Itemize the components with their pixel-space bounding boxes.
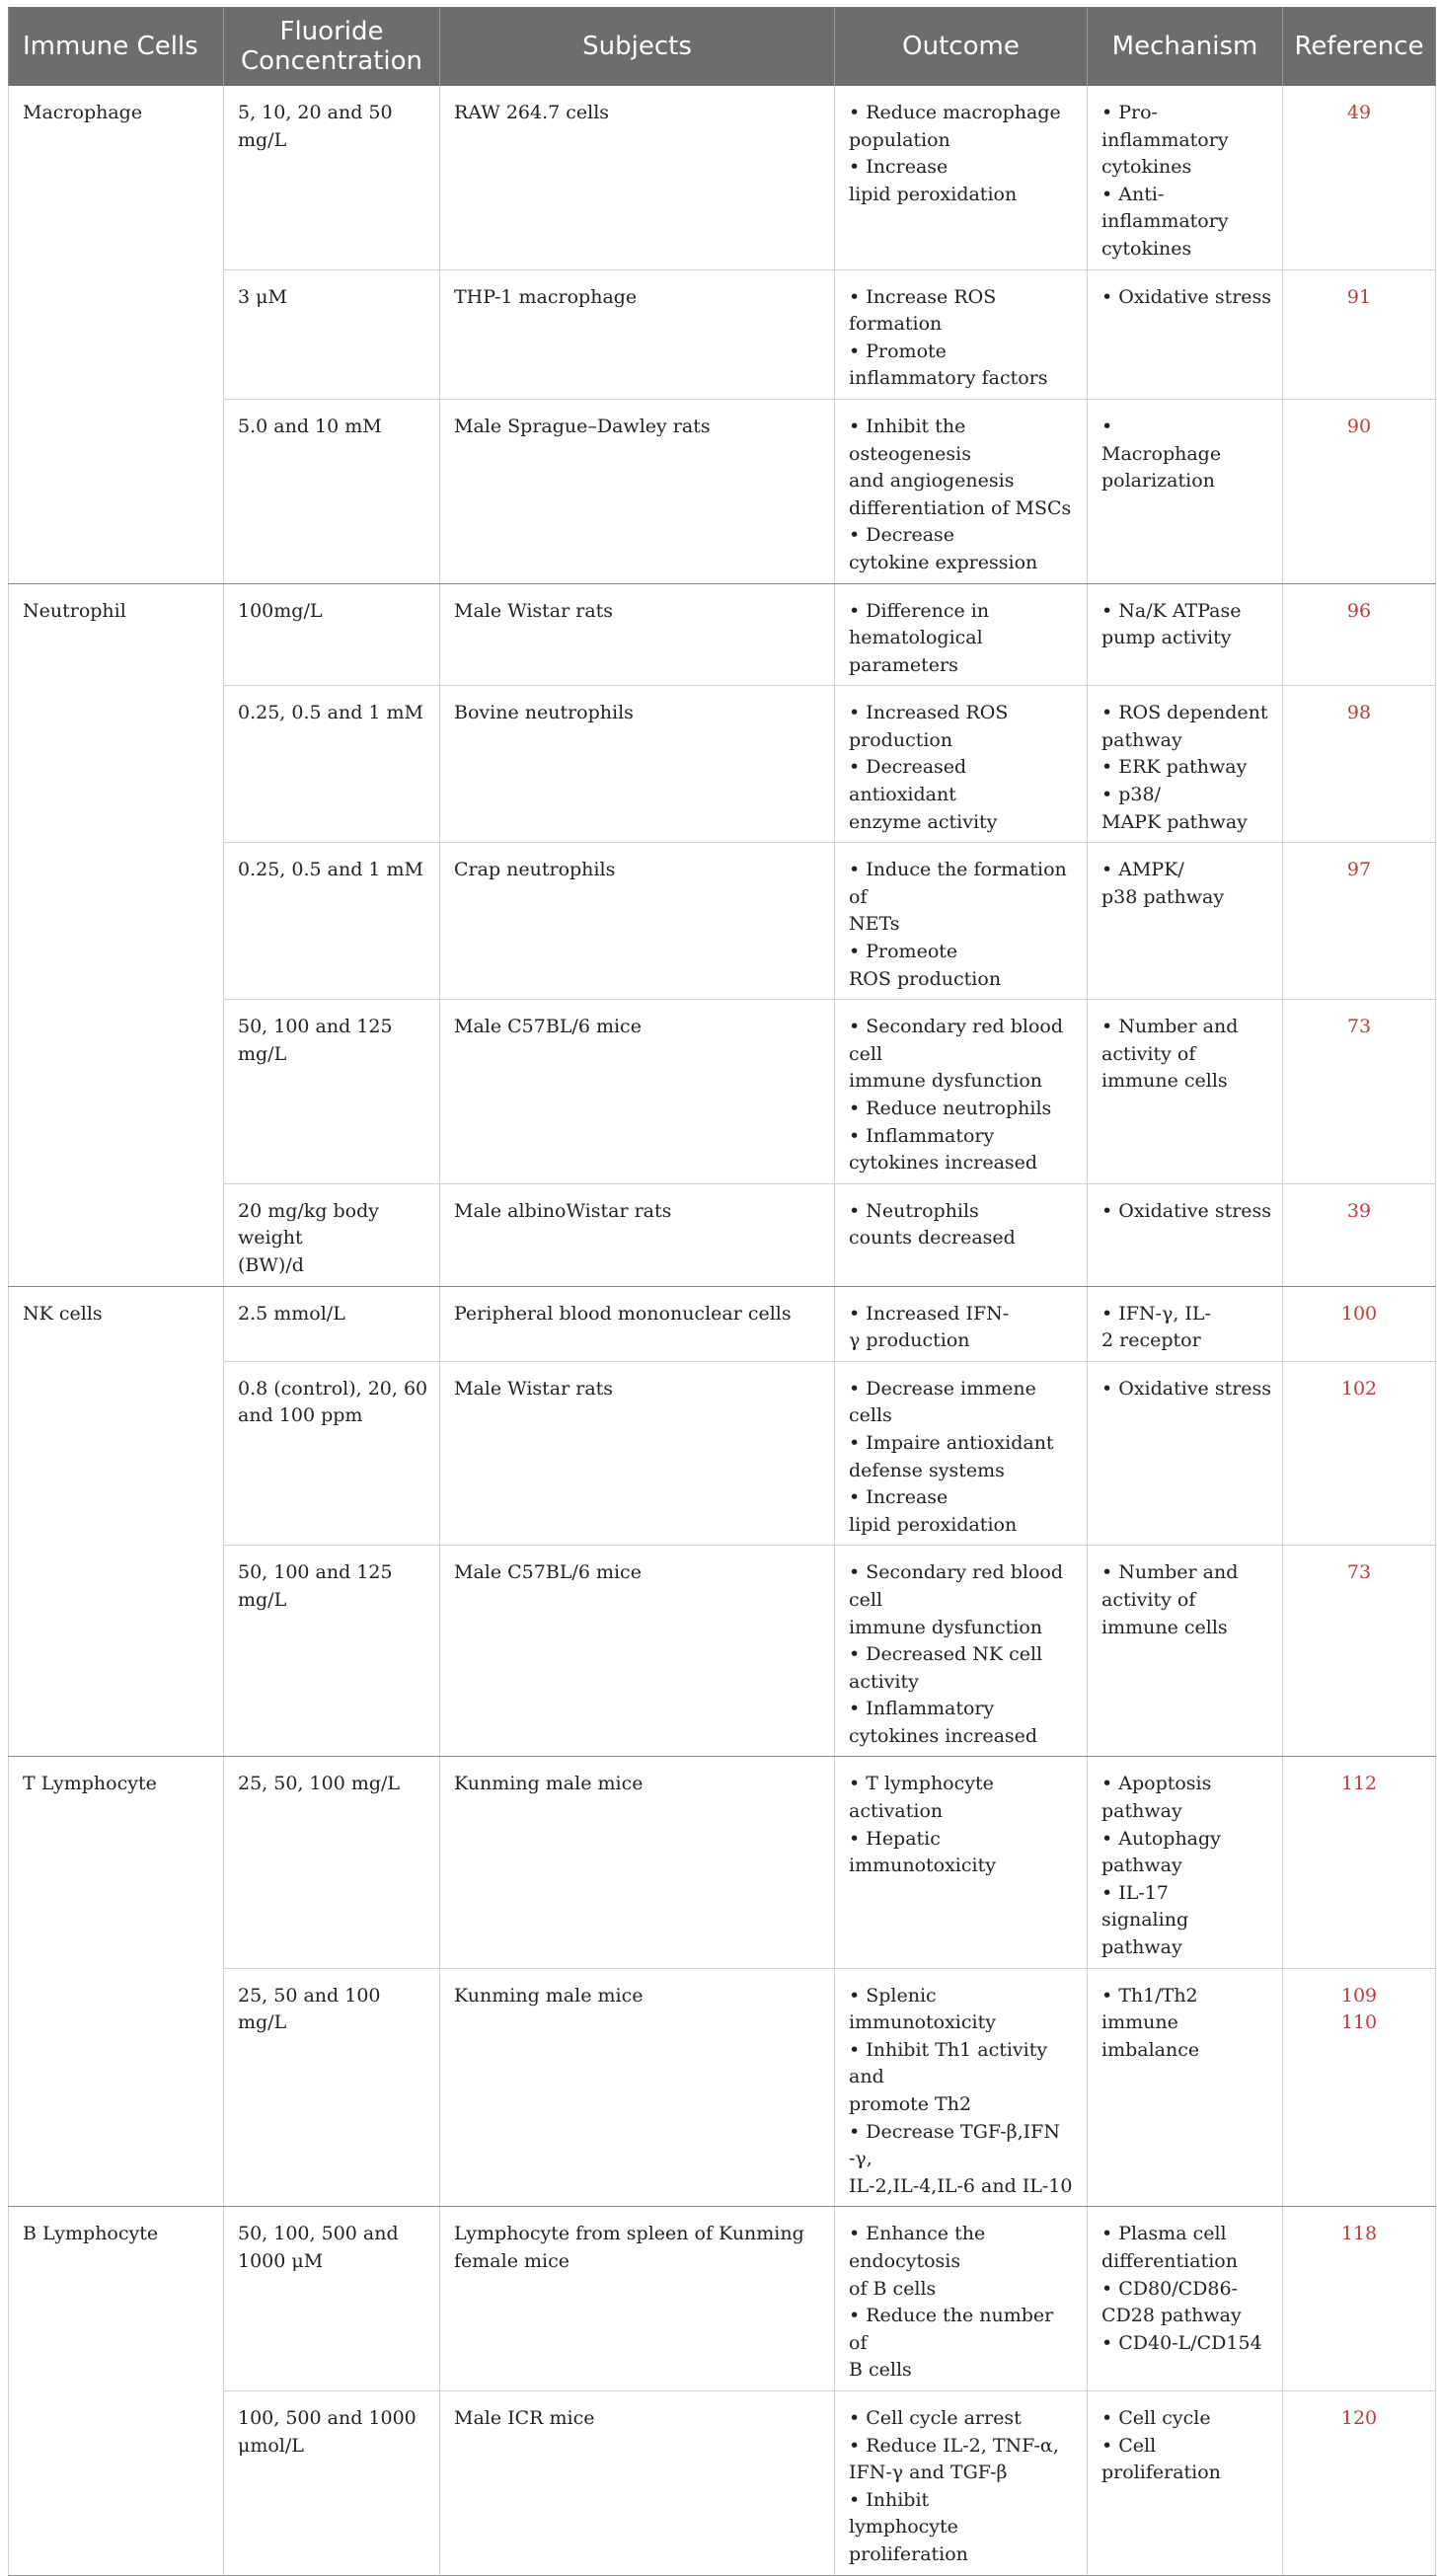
mechanism-line: • Oxidative stress [1101, 1199, 1272, 1222]
outcome-line: • Decrease TGF-β,IFN -γ, [849, 2120, 1060, 2170]
mechanism-cell [1088, 2390, 1283, 2575]
outcome-line: population [849, 128, 950, 151]
header-text-line: Concentration [241, 46, 422, 76]
mechanism-line: • Anti- [1101, 183, 1165, 205]
outcome-line: immune dysfunction [849, 1616, 1043, 1638]
reference-cell[interactable] [1283, 843, 1436, 1000]
mechanism-line: differentiation [1101, 2249, 1238, 2272]
reference-line: 73 [1346, 1561, 1372, 1584]
outcome-line: ROS production [849, 967, 1002, 990]
outcome-line: counts decreased [849, 1227, 1016, 1250]
outcome-line: • Promeote [849, 941, 958, 963]
subjects-line: Crap neutrophils [454, 859, 616, 881]
subjects-cell [440, 1968, 835, 2207]
fluoride-concentration-cell [224, 686, 440, 843]
mechanism-line: polarization [1101, 470, 1215, 492]
mechanism-line: • CD80/CD86- [1101, 2277, 1238, 2300]
reference-cell[interactable] [1283, 1546, 1436, 1757]
mechanism-line: pathway [1101, 1855, 1182, 1877]
mechanism-line: pathway [1101, 728, 1182, 751]
outcome-line: • Impaire antioxidant [849, 1431, 1054, 1454]
outcome-line: • Decreased antioxidant [849, 756, 967, 806]
reference-cell[interactable] [1283, 1361, 1436, 1546]
header-immune-cells: Immune Cells [9, 7, 224, 86]
outcome-line: • Decreased NK cell [849, 1643, 1043, 1666]
outcome-line: γ production [849, 1329, 970, 1352]
outcome-line: cytokines increased [849, 1152, 1038, 1174]
outcome-line: • Inhibit the osteogenesis [849, 415, 971, 465]
fluoride-concentration-cell [224, 1757, 440, 1968]
outcome-cell [835, 269, 1088, 399]
subjects-line: Male C57BL/6 mice [454, 1561, 642, 1584]
reference-line: 91 [1346, 285, 1372, 308]
header-fluoride-concentration [224, 7, 440, 86]
reference-cell[interactable] [1283, 86, 1436, 269]
fluoride-concentration-cell [224, 1546, 440, 1757]
mechanism-line: • Number and [1101, 1016, 1239, 1038]
reference-line: 112 [1340, 1773, 1378, 1795]
immune-cell-name: NK cells [9, 1286, 224, 1757]
reference-cell[interactable] [1283, 2390, 1436, 2575]
outcome-line: immune dysfunction [849, 1070, 1043, 1093]
outcome-cell [835, 686, 1088, 843]
reference-line: 90 [1346, 415, 1372, 437]
fluoride-concentration-line: and 100 ppm [238, 1404, 363, 1427]
fluoride-concentration-cell [224, 1968, 440, 2207]
outcome-line: • Increased IFN- [849, 1302, 1010, 1325]
reference-cell[interactable] [1283, 2207, 1436, 2391]
mechanism-cell [1088, 686, 1283, 843]
outcome-line: • Increased ROS [849, 702, 1009, 724]
fluoride-concentration-line: 50, 100, 500 and [238, 2223, 399, 2245]
mechanism-line: • ROS dependent [1101, 702, 1268, 724]
outcome-line: production [849, 728, 953, 751]
table-row [9, 1757, 1436, 1968]
outcome-cell [835, 1361, 1088, 1546]
fluoride-concentration-cell [224, 86, 440, 269]
immune-cell-name: B Lymphocyte [9, 2207, 224, 2575]
outcome-line: cytokines increased [849, 1724, 1038, 1747]
subjects-cell [440, 686, 835, 843]
mechanism-cell [1088, 1361, 1283, 1546]
mechanism-line: • Apoptosis [1101, 1773, 1212, 1795]
fluoride-concentration-line: 100mg/L [238, 599, 323, 622]
reference-cell[interactable] [1283, 1183, 1436, 1286]
reference-cell[interactable] [1283, 1968, 1436, 2207]
subjects-line: Male C57BL/6 mice [454, 1016, 642, 1038]
mechanism-line: • Number and [1101, 1561, 1239, 1584]
outcome-line: • Hepatic immunotoxicity [849, 1827, 996, 1877]
reference-cell[interactable] [1283, 1286, 1436, 1361]
fluoride-concentration-line: 5.0 and 10 mM [238, 415, 382, 437]
mechanism-line: • CD40-L/CD154 [1101, 2331, 1262, 2354]
subjects-cell [440, 2390, 835, 2575]
subjects-cell [440, 1361, 835, 1546]
fluoride-concentration-line: 1000 μM [238, 2249, 324, 2272]
mechanism-line: immune cells [1101, 1616, 1228, 1638]
reference-line: 49 [1346, 102, 1372, 123]
fluoride-concentration-line: 25, 50, 100 mg/L [238, 1773, 401, 1795]
subjects-cell [440, 1546, 835, 1757]
subjects-line: RAW 264.7 cells [454, 102, 610, 123]
mechanism-line: • Plasma cell [1101, 2223, 1227, 2245]
subjects-cell [440, 269, 835, 399]
subjects-line: Bovine neutrophils [454, 702, 634, 724]
outcome-line: • Increase ROS formation [849, 285, 997, 336]
subjects-cell [440, 86, 835, 269]
outcome-line: • Difference in [849, 599, 990, 622]
subjects-line: Male Sprague–Dawley rats [454, 415, 711, 437]
table-header-row [9, 7, 1436, 86]
outcome-line: • Secondary red blood cell [849, 1561, 1063, 1611]
fluoride-concentration-cell [224, 2207, 440, 2391]
reference-line: 118 [1340, 2223, 1378, 2245]
outcome-cell [835, 399, 1088, 583]
subjects-cell [440, 1183, 835, 1286]
outcome-line: • Increase [849, 1486, 948, 1509]
reference-cell[interactable] [1283, 269, 1436, 399]
mechanism-line: • p38/ [1101, 784, 1161, 806]
fluoride-concentration-line: 100, 500 and 1000 [238, 2406, 417, 2429]
mechanism-line: • Autophagy [1101, 1827, 1221, 1850]
fluoride-concentration-cell [224, 1286, 440, 1361]
subjects-line: Male Wistar rats [454, 599, 614, 622]
outcome-cell [835, 1000, 1088, 1184]
outcome-line: lymphocyte proliferation [849, 2516, 968, 2565]
reference-line: 120 [1340, 2406, 1378, 2429]
fluoride-concentration-line: 2.5 mmol/L [238, 1302, 345, 1325]
mechanism-line: inflammatory [1101, 210, 1229, 233]
mechanism-line: • Oxidative stress [1101, 1377, 1272, 1400]
outcome-line: • Inhibit Th1 activity and [849, 2038, 1048, 2088]
outcome-line: • Increase [849, 156, 948, 179]
subjects-line: Lymphocyte from spleen of Kunming [454, 2223, 804, 2245]
fluoride-concentration-cell [224, 1361, 440, 1546]
mechanism-cell [1088, 2207, 1283, 2391]
outcome-line: IL-2,IL-4,IL-6 and IL-10 [849, 2174, 1073, 2197]
mechanism-line: 2 receptor [1101, 1329, 1201, 1352]
outcome-line: • Enhance the endocytosis [849, 2223, 986, 2272]
fluoride-concentration-line: 50, 100 and 125 mg/L [238, 1561, 393, 1611]
outcome-line: • Inflammatory [849, 1124, 995, 1147]
fluoride-concentration-cell [224, 2390, 440, 2575]
mechanism-line: • Pro-inflammatory [1101, 102, 1229, 151]
mechanism-line: pump activity [1101, 627, 1232, 649]
subjects-cell [440, 583, 835, 686]
fluoride-immune-table [8, 7, 1436, 2576]
reference-line: 98 [1346, 702, 1372, 724]
outcome-cell [835, 1286, 1088, 1361]
mechanism-line: signaling pathway [1101, 1909, 1189, 1959]
subjects-cell [440, 1286, 835, 1361]
fluoride-concentration-cell [224, 1000, 440, 1184]
mechanism-line: activity of [1101, 1042, 1196, 1065]
mechanism-line: • Th1/Th2 [1101, 1984, 1198, 2007]
subjects-cell [440, 1000, 835, 1184]
subjects-cell [440, 399, 835, 583]
reference-line: 96 [1346, 599, 1372, 622]
outcome-line: inflammatory factors [849, 367, 1048, 390]
header-reference: Reference [1283, 7, 1436, 86]
outcome-line: • Splenic immunotoxicity [849, 1984, 996, 2034]
fluoride-concentration-line: 0.8 (control), 20, 60 [238, 1377, 428, 1400]
outcome-line: • Neutrophils [849, 1199, 979, 1222]
fluoride-concentration-cell [224, 399, 440, 583]
outcome-cell [835, 1757, 1088, 1968]
mechanism-line: cytokines [1101, 237, 1192, 260]
fluoride-concentration-line: 50, 100 and 125 mg/L [238, 1016, 393, 1065]
mechanism-line: • AMPK/ [1101, 859, 1184, 881]
outcome-line: of B cells [849, 2277, 937, 2300]
mechanism-cell [1088, 399, 1283, 583]
outcome-cell [835, 843, 1088, 1000]
header-outcome: Outcome [835, 7, 1088, 86]
mechanism-line: • ERK pathway [1101, 756, 1248, 779]
mechanism-cell [1088, 1968, 1283, 2207]
reference-line: 100 [1340, 1302, 1378, 1325]
fluoride-concentration-line: (BW)/d [238, 1253, 304, 1276]
table-row [9, 583, 1436, 686]
mechanism-line: MAPK pathway [1101, 810, 1248, 833]
outcome-line: and angiogenesis [849, 470, 1015, 492]
subjects-line: Male albinoWistar rats [454, 1199, 672, 1222]
outcome-line: • Reduce IL-2, TNF-α, [849, 2434, 1059, 2457]
mechanism-cell [1088, 843, 1283, 1000]
outcome-line: • Secondary red blood cell [849, 1016, 1063, 1065]
outcome-line: • Reduce the number of [849, 2305, 1054, 2354]
mechanism-cell [1088, 1183, 1283, 1286]
outcome-line: lipid peroxidation [849, 1513, 1018, 1536]
outcome-line: differentiation of MSCs [849, 496, 1072, 519]
outcome-cell [835, 2390, 1088, 2575]
subjects-line: Male ICR mice [454, 2406, 595, 2429]
subjects-cell [440, 843, 835, 1000]
outcome-cell [835, 2207, 1088, 2391]
fluoride-concentration-line: 5, 10, 20 and 50 mg/L [238, 102, 393, 151]
outcome-line: promote Th2 [849, 2093, 972, 2115]
mechanism-line: • IL-17 [1101, 1881, 1169, 1904]
outcome-line: enzyme activity [849, 810, 998, 833]
outcome-line: lipid peroxidation [849, 183, 1018, 205]
mechanism-line: CD28 pathway [1101, 2305, 1242, 2327]
reference-cell[interactable] [1283, 399, 1436, 583]
fluoride-concentration-line: 25, 50 and 100 mg/L [238, 1984, 381, 2034]
outcome-cell [835, 1546, 1088, 1757]
mechanism-line: cytokines [1101, 156, 1192, 179]
table-row [9, 2207, 1436, 2391]
fluoride-concentration-cell [224, 1183, 440, 1286]
immune-cell-name: Macrophage [9, 86, 224, 583]
outcome-line: IFN-γ and TGF-β [849, 2462, 1008, 2484]
subjects-line: Kunming male mice [454, 1984, 644, 2007]
mechanism-line: p38 pathway [1101, 885, 1225, 908]
mechanism-line: • [1101, 415, 1113, 437]
mechanism-cell [1088, 86, 1283, 269]
reference-line: 73 [1346, 1016, 1372, 1038]
fluoride-concentration-line: 3 μM [238, 285, 287, 308]
mechanism-cell [1088, 1546, 1283, 1757]
outcome-cell [835, 86, 1088, 269]
fluoride-concentration-line: 0.25, 0.5 and 1 mM [238, 859, 424, 881]
outcome-cell [835, 583, 1088, 686]
mechanism-cell [1088, 583, 1283, 686]
fluoride-concentration-line: 0.25, 0.5 and 1 mM [238, 702, 424, 724]
subjects-cell [440, 1757, 835, 1968]
mechanism-line: • Na/K ATPase [1101, 599, 1242, 622]
reference-cell[interactable] [1283, 1000, 1436, 1184]
outcome-line: • Reduce macrophage [849, 102, 1061, 123]
table-body [9, 86, 1436, 2575]
fluoride-concentration-cell [224, 843, 440, 1000]
outcome-line: NETs [849, 913, 900, 936]
mechanism-line: • Cell cycle [1101, 2406, 1211, 2429]
fluoride-concentration-line: μmol/L [238, 2434, 304, 2457]
outcome-line: • Inflammatory [849, 1698, 995, 1720]
outcome-cell [835, 1183, 1088, 1286]
mechanism-line: • Cell proliferation [1101, 2434, 1221, 2484]
outcome-line: • Decrease [849, 524, 955, 547]
mechanism-cell [1088, 1757, 1283, 1968]
mechanism-cell [1088, 269, 1283, 399]
mechanism-line: • Oxidative stress [1101, 285, 1272, 308]
outcome-line: cytokine expression [849, 551, 1038, 573]
header-subjects: Subjects [440, 7, 835, 86]
outcome-line: hematological parameters [849, 627, 983, 676]
subjects-line: Peripheral blood mononuclear cells [454, 1302, 792, 1325]
immune-cell-name: T Lymphocyte [9, 1757, 224, 2207]
immune-cell-name: Neutrophil [9, 583, 224, 1286]
mechanism-line: pathway [1101, 1800, 1182, 1823]
outcome-line: defense systems [849, 1459, 1005, 1481]
mechanism-line: activity of [1101, 1588, 1196, 1611]
mechanism-cell [1088, 1000, 1283, 1184]
fluoride-immune-table-container [8, 7, 1435, 2576]
header-fluoride-concentration-text [232, 17, 431, 76]
mechanism-line: Macrophage [1101, 442, 1222, 465]
subjects-line: Kunming male mice [454, 1773, 644, 1795]
header-text-line: Fluoride [279, 17, 384, 46]
mechanism-line: immune imbalance [1101, 2011, 1200, 2061]
outcome-line: • Cell cycle arrest [849, 2406, 1022, 2429]
reference-cell[interactable] [1283, 1757, 1436, 1968]
subjects-cell [440, 2207, 835, 2391]
reference-line: 39 [1346, 1199, 1372, 1222]
outcome-line: • Inhibit [849, 2488, 930, 2511]
reference-line: 109 [1340, 1984, 1378, 2007]
reference-line: 97 [1346, 859, 1372, 881]
reference-cell[interactable] [1283, 686, 1436, 843]
subjects-line: Male Wistar rats [454, 1377, 614, 1400]
outcome-line: • Induce the formation of [849, 859, 1067, 908]
outcome-cell [835, 1968, 1088, 2207]
outcome-line: activity [849, 1670, 919, 1693]
reference-line: 102 [1340, 1377, 1378, 1400]
fluoride-concentration-line: 20 mg/kg body weight [238, 1199, 380, 1250]
header-mechanism: Mechanism [1088, 7, 1283, 86]
outcome-line: • T lymphocyte activation [849, 1773, 994, 1823]
mechanism-line: • IFN-γ, IL- [1101, 1302, 1211, 1325]
outcome-line: B cells [849, 2359, 912, 2382]
subjects-line: female mice [454, 2249, 569, 2272]
table-row [9, 1286, 1436, 1361]
outcome-line: • Promote [849, 340, 947, 362]
reference-cell[interactable] [1283, 583, 1436, 686]
reference-line: 110 [1340, 2011, 1378, 2034]
mechanism-cell [1088, 1286, 1283, 1361]
outcome-line: • Reduce neutrophils [849, 1098, 1052, 1119]
fluoride-concentration-cell [224, 269, 440, 399]
table-row [9, 86, 1436, 269]
outcome-line: • Decrease immene cells [849, 1377, 1036, 1427]
subjects-line: THP-1 macrophage [454, 285, 638, 308]
fluoride-concentration-cell [224, 583, 440, 686]
mechanism-line: immune cells [1101, 1070, 1228, 1093]
